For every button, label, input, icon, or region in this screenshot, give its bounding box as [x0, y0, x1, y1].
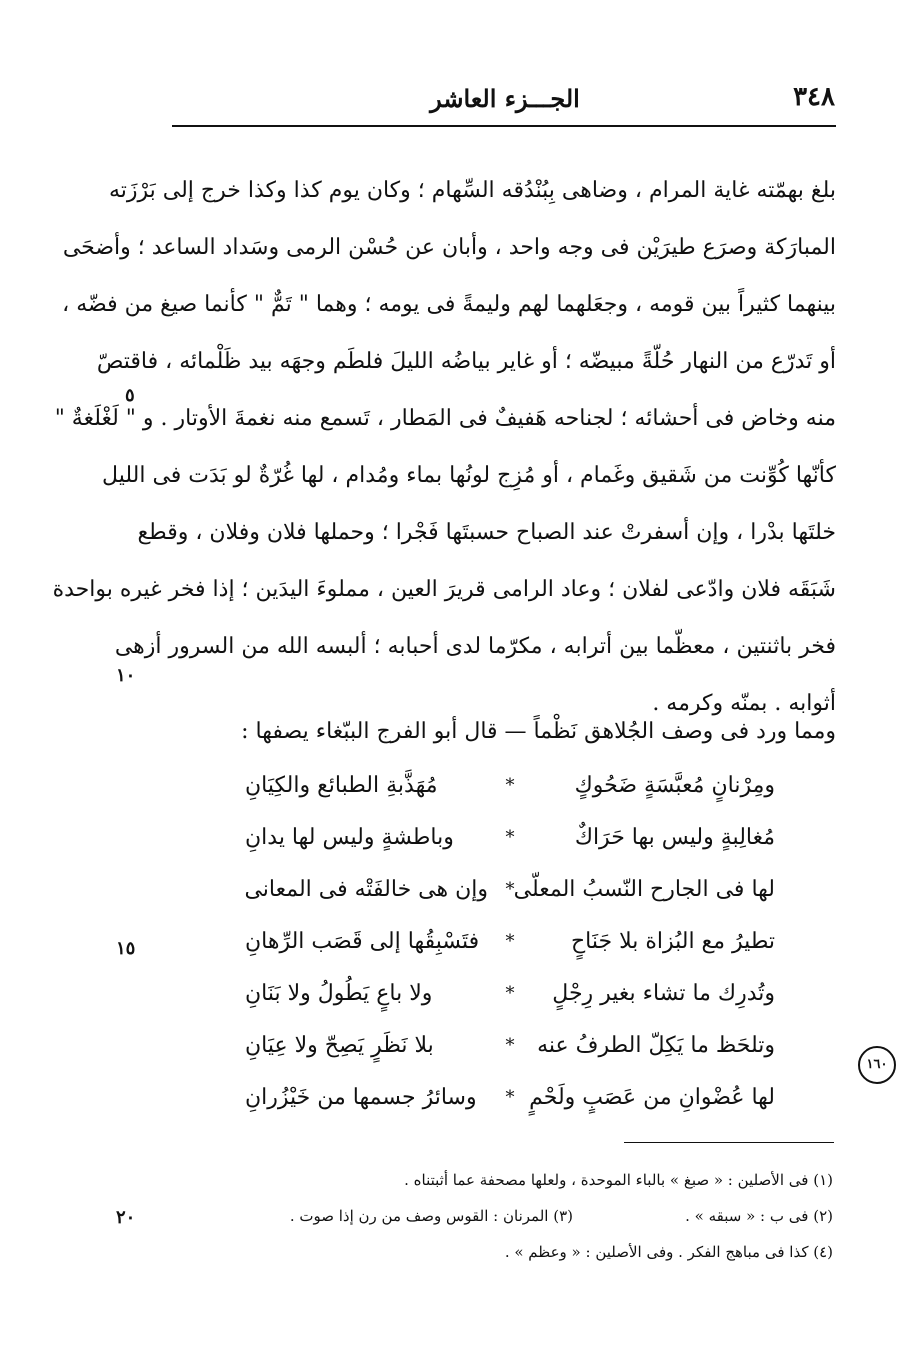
footnote: (٣) المرنان : القوس وصف من رن إذا صوت . — [289, 1207, 573, 1225]
line-number-20: ٢٠ — [116, 1207, 136, 1228]
verse — [245, 1072, 775, 1124]
verse — [245, 864, 775, 916]
second-hemistich: مُهَذَّبةِ الطبائع والكِيَانِ — [245, 773, 438, 798]
verse — [245, 812, 775, 864]
footnote: (٢) فى ب : « سبقه » . — [685, 1207, 833, 1225]
verse-separator: * — [505, 1035, 515, 1056]
poem-intro: ومما ورد فى وصف الجُلاهق نَظْماً — قال أبو الفرج الببّغاء يصفها : — [241, 719, 836, 744]
text-line: منه وخاض فى أحشائه ؛ لجناحه هَفيفٌ فى المَطار ، تَسمع منه نغمةَ الأوتار . و " لَغْلَغةٌ " — [54, 406, 836, 431]
second-hemistich: بلا نَظَرٍ يَصِحّ ولا عِيَانِ — [245, 1033, 434, 1058]
text-line: أثوابه . بمنّه وكرمه . — [652, 691, 836, 716]
text-line: بلغ بهمّته غاية المرام ، وضاهى بِبُنْدُقه السِّهام ؛ وكان يوم كذا وكذا خرج إلى بَرْزَته — [108, 178, 836, 203]
second-hemistich: فتَسْبِقُها إلى قَصَب الرِّهانِ — [245, 929, 480, 954]
footnote-row — [200, 1198, 833, 1234]
verse — [245, 1020, 775, 1072]
text-line: المبارَكة وصرَع طيرَيْن فى وجه واحد ، وأبان عن حُسْن الرمى وسَداد الساعد ؛ وأضحَى — [62, 235, 836, 260]
second-hemistich: وباطشةٍ وليس لها يدانِ — [245, 825, 454, 850]
second-hemistich: وسائرُ جسمها من خَيْزُرانِ — [245, 1085, 477, 1110]
footnote: (١) فى الأصلين : « صبغ » بالباء الموحدة ، ولعلها مصحفة عما أثبتناه . — [404, 1171, 833, 1189]
page-header — [175, 82, 835, 122]
verse — [245, 916, 775, 968]
margin-page-seal: ١٦٠ — [858, 1046, 896, 1084]
second-hemistich: وإن هى خالفَتْه فى المعانى — [244, 877, 488, 902]
verse — [245, 760, 775, 812]
line-number-15: ١٥ — [116, 938, 136, 959]
page-number: ٣٤٨ — [793, 82, 835, 112]
first-hemistich: ومِرْنانٍ مُعبَّسَةٍ ضَحُوكٍ — [574, 773, 775, 798]
verse-separator: * — [505, 827, 515, 848]
running-title: الجـــزء العاشر — [430, 84, 580, 113]
text-line: فخر باثنتين ، معظّما بين أترابه ، مكرّما لدى أحبابه ؛ ألبسه الله من السرور أزهى — [114, 634, 836, 659]
line-number-5: ٥ — [125, 385, 135, 406]
verse-separator: * — [505, 879, 515, 900]
first-hemistich: لها فى الجارح النّسبُ المعلّى — [513, 877, 775, 902]
verse-separator: * — [505, 1087, 515, 1108]
first-hemistich: وتُدرِك ما تشاء بغير رِجْلٍ — [552, 981, 775, 1006]
footnote: (٤) كذا فى مباهج الفكر . وفى الأصلين : « وعظم » . — [504, 1243, 833, 1261]
line-number-10: ١٠ — [116, 665, 136, 686]
first-hemistich: مُغالِبةٍ وليس بها حَرَاكٌ — [574, 825, 775, 850]
text-line: بينهما كثيراً بين قومه ، وجعَلهما لهم وليمةً فى يومه ؛ وهما " تَمٌّ " كأنما صيغ من فضّه ، — [62, 292, 836, 317]
footnotes — [200, 1162, 833, 1270]
text-line: خلتَها بدْرا ، وإن أسفرتْ عند الصباح حسبتَها فَجْرا ؛ وحملها فلان وفلان ، وقطع — [137, 520, 836, 545]
text-line: كأنّها كُوِّنت من شَقيق وغَمام ، أو مُزِج لونُها بماء ومُدام ، لها غُرّةٌ لو بَدَت فى الليل — [102, 463, 836, 488]
text-line: شَبَقَه فلان وادّعى لفلان ؛ وعاد الرامى قريرَ العين ، مملوءَ اليدَين ؛ إذا فخر غيره بواحدة — [52, 577, 836, 602]
verse-separator: * — [505, 983, 515, 1004]
first-hemistich: لها عُضْوانِ من عَصَبٍ ولَحْمٍ — [529, 1085, 775, 1110]
text-line: أو تَدرّع من النهار حُلّةً مبيضّه ؛ أو غاير بياضُه الليلَ فلطَم وجهَه بيد ظَلْمائه ، فاقتصّ — [96, 349, 836, 374]
second-hemistich: ولا باعٍ يَطُولُ ولا بَنَانِ — [245, 981, 433, 1006]
first-hemistich: تطيرُ مع البُزاة بلا جَنَاحٍ — [570, 929, 775, 954]
footnote-rule — [624, 1142, 834, 1143]
first-hemistich: وتلحَظ ما يَكِلّ الطرفُ عنه — [537, 1033, 775, 1058]
poem — [245, 760, 775, 1124]
verse-separator: * — [505, 775, 515, 796]
verse-separator: * — [505, 931, 515, 952]
verse — [245, 968, 775, 1020]
header-rule — [172, 125, 836, 127]
